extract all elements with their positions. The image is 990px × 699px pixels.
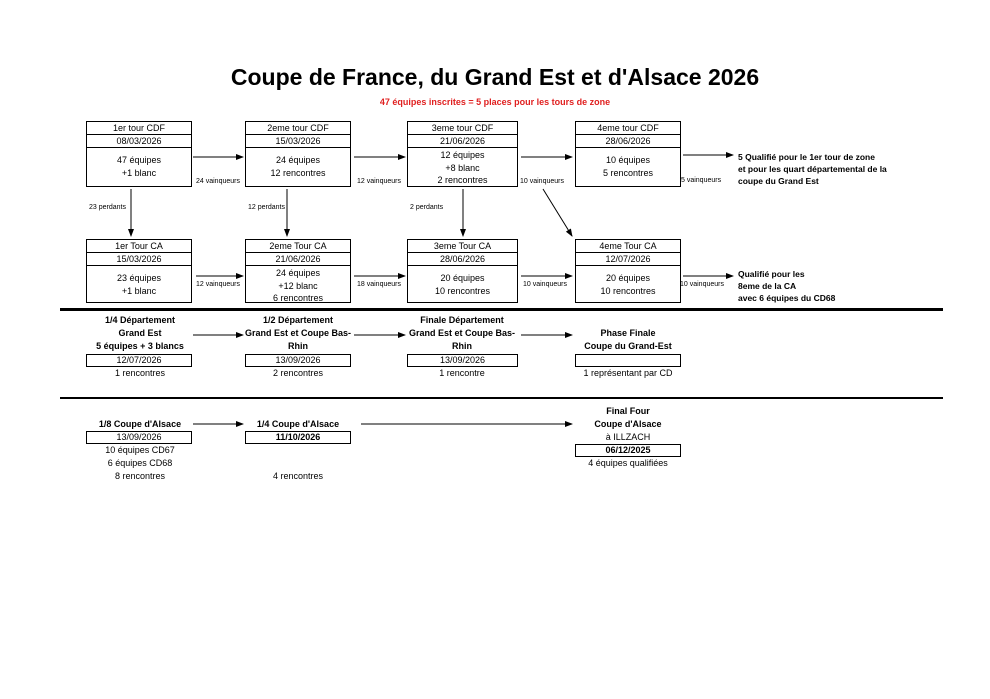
ca-box-4 xyxy=(575,239,681,303)
ca-line1-3: 20 équipes xyxy=(440,273,485,283)
ge-date-box-1: 12/07/2026 xyxy=(86,354,192,367)
ca-name-1: 1er Tour CA xyxy=(87,240,191,253)
cdf-line3-3: 2 rencontres xyxy=(437,175,488,185)
ca-qualified-note xyxy=(738,268,835,304)
ge-col-1-header xyxy=(70,314,210,353)
ca-line2-4: 10 rencontres xyxy=(600,285,656,296)
ca-line2-3: 10 rencontres xyxy=(434,285,491,296)
cdf-line1-1: 47 équipes xyxy=(116,155,162,165)
ge-date-box-2: 13/09/2026 xyxy=(245,354,351,367)
cdf-line1-3: 12 équipes xyxy=(440,150,485,160)
ca-line1-1: 23 équipes xyxy=(116,273,162,283)
ca-date-3: 28/06/2026 xyxy=(408,253,517,266)
ge-col-4-t2: Phase Finale xyxy=(600,328,656,338)
ca-name-4: 4eme Tour CA xyxy=(576,240,680,253)
ge-info-1: 1 rencontres xyxy=(114,368,166,378)
cdf-arrow-label-4: 5 vainqueurs xyxy=(681,177,722,184)
ge-info-4: 1 représentant par CD xyxy=(583,368,673,378)
ge-col-1-t1: 1/4 Département xyxy=(104,315,176,325)
alsace-c1-date-box: 13/09/2026 xyxy=(86,431,192,444)
cdf-box-3 xyxy=(407,121,518,187)
alsace-c3-t2: Coupe d'Alsace xyxy=(594,419,662,429)
ca-arrow-label-3: 10 vainqueurs xyxy=(523,281,567,288)
ge-col-1-t3: 5 équipes + 3 blancs xyxy=(96,341,184,351)
cdf-date-1: 08/03/2026 xyxy=(87,135,191,148)
alsace-c1-l2: 6 équipes CD68 xyxy=(107,458,173,468)
perdants-label-2: 12 perdants xyxy=(248,204,285,211)
ca-box-2 xyxy=(245,239,351,303)
ge-col-2-header xyxy=(228,314,368,353)
alsace-c3-date-box: 06/12/2025 xyxy=(575,444,681,457)
ca-name-2: 2eme Tour CA xyxy=(246,240,350,253)
cdf-name-2: 2eme tour CDF xyxy=(246,122,350,135)
alsace-c3-header xyxy=(558,405,698,431)
cdf-arrow-label-3: 10 vainqueurs xyxy=(520,178,564,185)
ge-col-2-t1: 1/2 Département xyxy=(262,315,334,325)
cdf-name-4: 4eme tour CDF xyxy=(576,122,680,135)
perdants-label-3: 2 perdants xyxy=(410,204,444,211)
ca-date-4: 12/07/2026 xyxy=(576,253,680,266)
ca-box-3 xyxy=(407,239,518,303)
cdf-note-line-2: et pour les quart départemental de la xyxy=(738,164,887,174)
ge-col-3-header xyxy=(392,314,532,353)
cdf-date-2: 15/03/2026 xyxy=(246,135,350,148)
alsace-c3-place: à ILLZACH xyxy=(605,432,651,442)
ca-note-line-2: 8eme de la CA xyxy=(738,281,797,291)
arrow-diagonal xyxy=(543,189,572,236)
cdf-name-3: 3eme tour CDF xyxy=(408,122,517,135)
ge-col-3-t3: Rhin xyxy=(452,341,472,351)
alsace-c1-title: 1/8 Coupe d'Alsace xyxy=(98,419,182,429)
ca-arrow-label-4: 10 vainqueurs xyxy=(680,281,724,288)
cdf-box-4 xyxy=(575,121,681,187)
alsace-c1-l1: 10 équipes CD67 xyxy=(105,445,175,455)
ge-col-1-t2: Grand Est xyxy=(118,328,162,338)
alsace-c1-info xyxy=(70,444,210,483)
cdf-note-line-3: coupe du Grand Est xyxy=(738,176,819,186)
cdf-arrow-label-2: 12 vainqueurs xyxy=(357,178,401,185)
cdf-date-3: 21/06/2026 xyxy=(408,135,517,148)
ca-note-line-1: Qualifié pour les xyxy=(738,269,805,279)
ge-col-4-header xyxy=(558,327,698,353)
ge-info-3: 1 rencontre xyxy=(439,368,485,378)
cdf-name-1: 1er tour CDF xyxy=(87,122,191,135)
ca-date-1: 15/03/2026 xyxy=(87,253,191,266)
cdf-line1-4: 10 équipes xyxy=(605,155,651,165)
ge-col-3-t2: Grand Est et Coupe Bas- xyxy=(408,328,516,338)
alsace-c3-t1: Final Four xyxy=(606,406,650,416)
cdf-line1-2: 24 équipes xyxy=(275,155,321,165)
ge-col-2-t2: Grand Est et Coupe Bas- xyxy=(244,328,352,338)
cdf-line2-4: 5 rencontres xyxy=(602,167,654,178)
cdf-line2-1: +1 blanc xyxy=(121,167,157,178)
cdf-line2-2: 12 rencontres xyxy=(270,167,326,178)
ca-box-1 xyxy=(86,239,192,303)
page-subtitle: 47 équipes inscrites = 5 places pour les tours de zone xyxy=(379,97,611,107)
ge-col-4-t3: Coupe du Grand-Est xyxy=(584,341,672,351)
page-title: Coupe de France, du Grand Est et d'Alsace 2026 xyxy=(230,64,760,90)
alsace-c1-l3: 8 rencontres xyxy=(114,471,166,481)
ca-date-2: 21/06/2026 xyxy=(246,253,350,266)
ca-name-3: 3eme Tour CA xyxy=(408,240,517,253)
cdf-box-1 xyxy=(86,121,192,187)
cdf-qualified-note xyxy=(738,151,887,187)
alsace-c2-date-box: 11/10/2026 xyxy=(245,431,351,444)
ge-col-2-t3: Rhin xyxy=(288,341,308,351)
ca-line2-2: +12 blanc xyxy=(278,280,318,291)
alsace-c3-info: 4 équipes qualifiées xyxy=(588,458,668,468)
alsace-c2-info: 4 rencontres xyxy=(272,471,324,481)
ca-arrow-label-2: 18 vainqueurs xyxy=(357,281,401,288)
cdf-box-2 xyxy=(245,121,351,187)
ge-col-3-t1: Finale Département xyxy=(420,315,504,325)
ge-date-box-4 xyxy=(575,354,681,367)
cdf-arrow-label-1: 24 vainqueurs xyxy=(196,178,240,185)
alsace-c2-title: 1/4 Coupe d'Alsace xyxy=(256,419,340,429)
cdf-line2-3: +8 blanc xyxy=(445,162,480,173)
ca-line1-2: 24 équipes xyxy=(275,268,321,278)
ca-arrow-label-1: 12 vainqueurs xyxy=(196,281,240,288)
section-divider-1 xyxy=(60,308,943,311)
cdf-note-line-1: 5 Qualifié pour le 1er tour de zone xyxy=(738,152,875,162)
ge-date-box-3: 13/09/2026 xyxy=(407,354,518,367)
perdants-label-1: 23 perdants xyxy=(89,204,126,211)
ca-line2-1: +1 blanc xyxy=(121,285,157,296)
ca-note-line-3: avec 6 équipes du CD68 xyxy=(738,293,836,303)
ge-info-2: 2 rencontres xyxy=(272,368,324,378)
ca-line3-2: 6 rencontres xyxy=(272,293,324,303)
cdf-date-4: 28/06/2026 xyxy=(576,135,680,148)
section-divider-2 xyxy=(60,397,943,399)
ca-line1-4: 20 équipes xyxy=(605,273,651,283)
